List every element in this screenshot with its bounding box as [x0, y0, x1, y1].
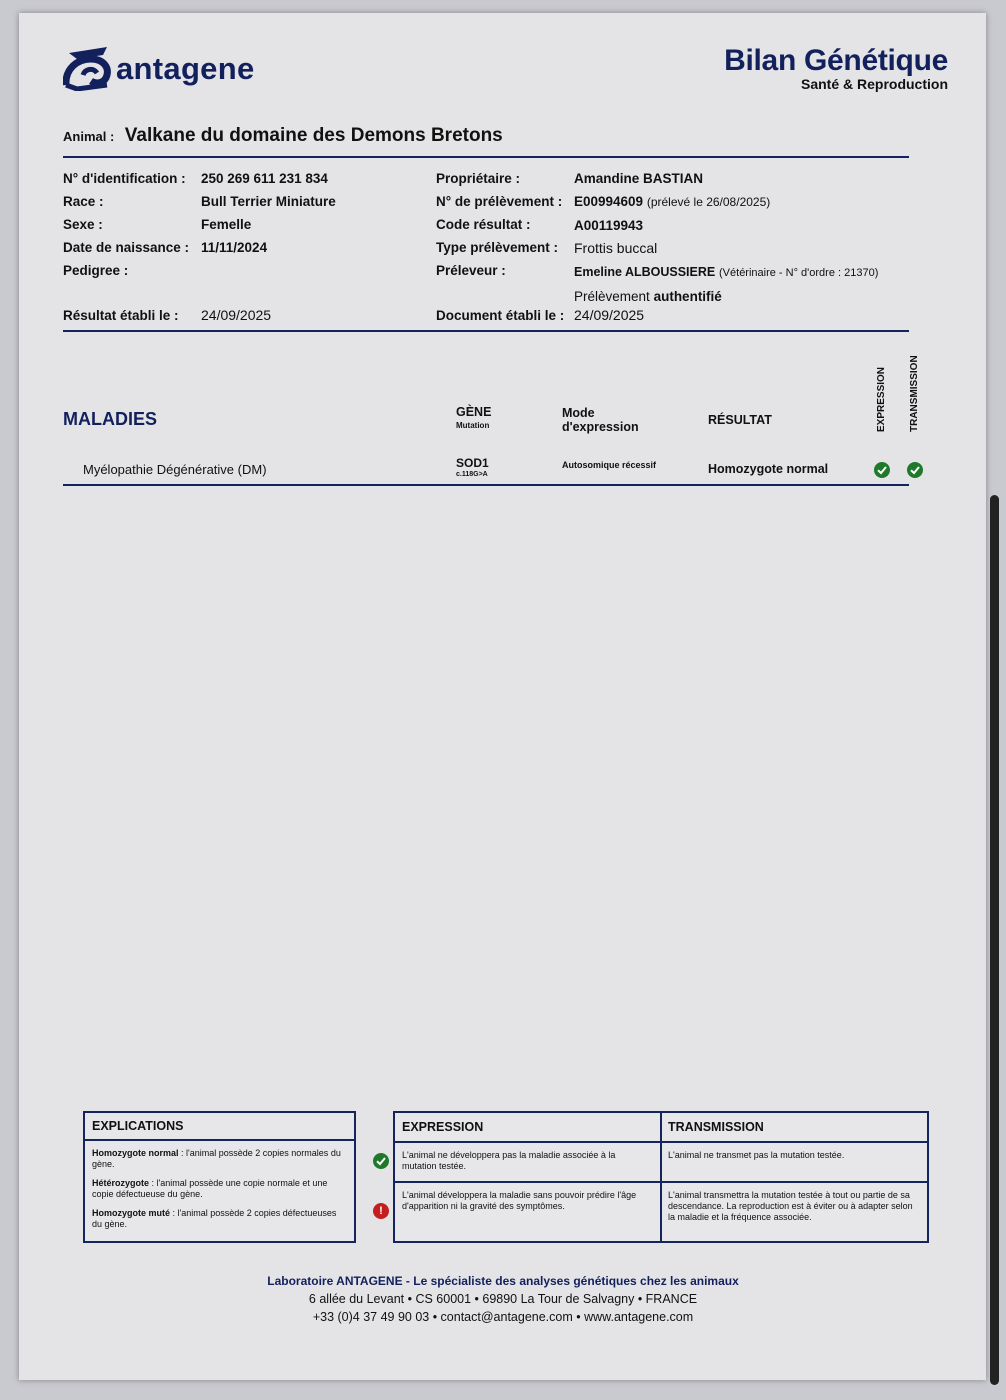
expression-box-title: EXPRESSION	[402, 1120, 484, 1134]
owner-label: Propriétaire :	[436, 171, 521, 186]
sex-label: Sexe :	[63, 217, 103, 232]
breed-label: Race :	[63, 194, 104, 209]
id-value: 250 269 611 231 834	[201, 171, 328, 186]
expression-check-icon	[874, 462, 890, 478]
birth-value: 11/11/2024	[201, 240, 268, 255]
result-value: Homozygote normal	[708, 462, 829, 476]
result-date-value: 24/09/2025	[201, 307, 272, 323]
report-subtitle: Santé & Reproduction	[800, 76, 948, 92]
report-title: Bilan Génétique	[724, 44, 948, 77]
code-value: A00119943	[574, 218, 644, 233]
transmission-bad-text: L'animal transmettra la mutation testée à tout ou partie de sa descendance. La reproduction est à éviter ou à adapter selon la maladie et la fréquence associée.	[668, 1190, 913, 1222]
taker-row	[574, 260, 878, 285]
transmission-check-icon	[907, 462, 923, 478]
logo-text: antagene	[116, 51, 255, 86]
pedigree-label: Pedigree :	[63, 263, 129, 278]
animal-line	[63, 125, 503, 147]
auth-prefix: Prélèvement	[574, 289, 650, 304]
expression-ok-text: L'animal ne développera pas la maladie associée à la mutation testée.	[402, 1150, 616, 1171]
explications-box	[83, 1111, 356, 1243]
column-divider	[660, 1113, 662, 1241]
row-divider	[395, 1141, 927, 1143]
explications-content	[85, 1141, 354, 1230]
sample-type-value: Frottis buccal	[574, 240, 658, 256]
result-date-label: Résultat établi le :	[63, 308, 179, 323]
mutation-header: Mutation	[456, 421, 490, 430]
transmission-header: TRANSMISSION	[909, 355, 920, 432]
animal-name: Valkane du domaine des Demons Bretons	[124, 125, 503, 146]
divider	[63, 156, 909, 158]
animal-label: Animal :	[63, 129, 115, 144]
sample-row	[574, 190, 878, 214]
gene-column-header	[456, 406, 491, 432]
taker-label: Préleveur :	[436, 263, 506, 278]
doc-date-value: 24/09/2025	[574, 307, 645, 323]
transmission-ok-text: L'animal ne transmet pas la mutation testée.	[668, 1150, 845, 1160]
breed-value: Bull Terrier Miniature	[201, 194, 336, 209]
id-label: N° d'identification :	[63, 171, 186, 186]
footer-address: 6 allée du Levant • CS 60001 • 69890 La Tour de Salvagny • FRANCE	[308, 1292, 698, 1306]
transmission-box-title: TRANSMISSION	[668, 1120, 764, 1134]
left-info-labels	[63, 167, 189, 282]
expression-transmission-box	[393, 1111, 929, 1243]
sample-label: N° de prélèvement :	[436, 194, 563, 209]
mode-value: Autosomique récessif	[562, 460, 657, 470]
explication-heterozygote: Hétérozygote : l'animal possède une copie normale et une copie défectueuse du gène.	[92, 1178, 328, 1199]
expression-header: EXPRESSION	[876, 366, 887, 432]
owner-value: Amandine BASTIAN	[574, 171, 704, 186]
divider	[63, 484, 909, 486]
pedigree-value	[201, 259, 336, 282]
explications-title: EXPLICATIONS	[85, 1113, 354, 1141]
divider	[63, 330, 909, 332]
gene-value: SOD1	[456, 456, 489, 470]
gene-header: GÈNE	[456, 405, 492, 419]
taker-note: (Vétérinaire - N° d'ordre : 21370)	[719, 267, 879, 279]
footer-lab-line: Laboratoire ANTAGENE - Le spécialiste des analyses génétiques chez les animaux	[267, 1274, 739, 1288]
sex-value: Femelle	[201, 217, 252, 232]
disease-name: Myélopathie Dégénérative (DM)	[83, 462, 267, 477]
report-title-block	[724, 44, 948, 92]
right-info-labels	[436, 167, 562, 282]
sample-note: (prélevé le 26/08/2025)	[646, 195, 771, 209]
antagene-logo	[63, 45, 273, 95]
mode-column-header	[562, 406, 639, 434]
legend-check-icon	[373, 1153, 389, 1169]
row-divider	[395, 1181, 927, 1183]
diseases-title: MALADIES	[63, 409, 157, 429]
mode-header-1: Mode	[562, 406, 595, 420]
legend-warning-icon: !	[373, 1203, 389, 1219]
mode-header-2: d'expression	[562, 420, 639, 434]
explication-homozygote-normal: Homozygote normal : l'animal possède 2 copies normales du gène.	[92, 1148, 341, 1169]
left-info-values	[201, 167, 336, 282]
expression-bad-text: L'animal développera la maladie sans pouvoir prédire l'âge d'apparition ni la gravité des symptômes.	[402, 1190, 637, 1211]
right-info-values	[574, 167, 878, 308]
sample-type-label: Type prélèvement :	[436, 240, 559, 255]
doc-date-label: Document établi le :	[436, 308, 565, 323]
sample-value: E00994609	[574, 194, 644, 209]
birth-label: Date de naissance :	[63, 240, 190, 255]
explication-homozygote-mute: Homozygote muté : l'animal possède 2 copies défectueuses du gène.	[92, 1208, 337, 1229]
scrollbar[interactable]	[990, 495, 999, 1385]
gene-cell	[456, 458, 489, 480]
footer-contact: +33 (0)4 37 49 90 03 • contact@antagene.com • www.antagene.com	[312, 1310, 694, 1324]
antagene-logo-icon	[63, 45, 113, 91]
mutation-value: c.118G>A	[456, 471, 488, 478]
code-label: Code résultat :	[436, 217, 531, 232]
result-header: RÉSULTAT	[708, 413, 772, 427]
taker-value: Emeline ALBOUSSIERE	[574, 265, 716, 279]
auth-value: authentifié	[653, 289, 722, 304]
